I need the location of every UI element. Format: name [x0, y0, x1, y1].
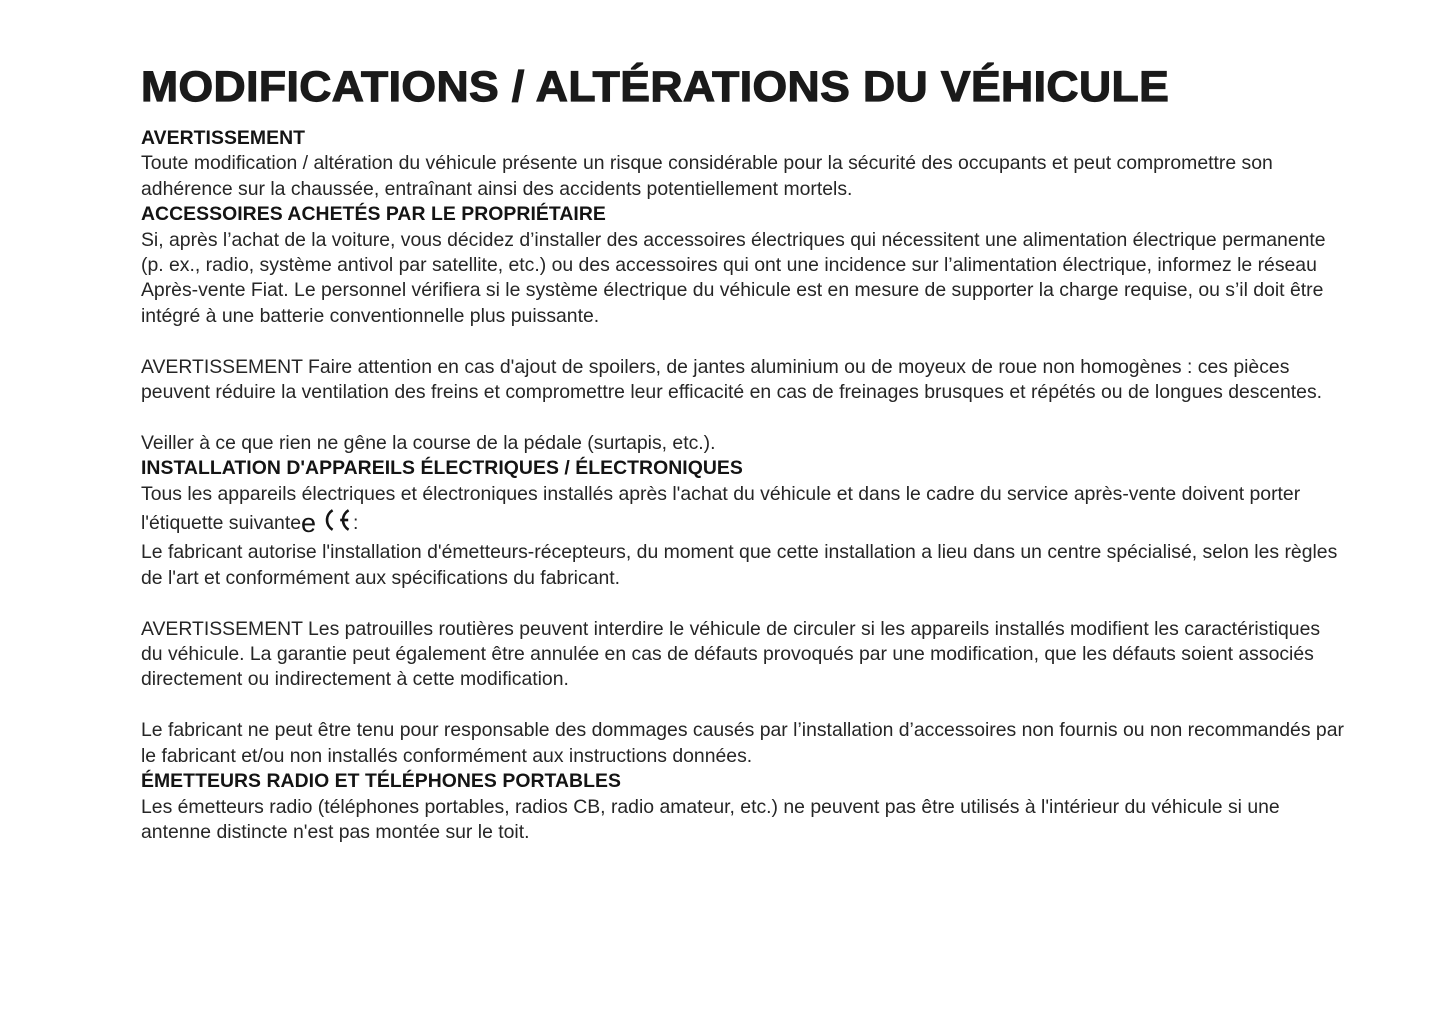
warning-spoilers-body: AVERTISSEMENT Faire attention en cas d'ajout de spoilers, de jantes aluminium ou de moyeux de roue non homogènes : ces pièces peuvent réduire la ventilation des freins et compromettre leur efficacité en cas de freinages brusques et répétés ou de longues descentes.	[141, 355, 1323, 404]
section-liability	[141, 718, 1351, 769]
radio-body: Les émetteurs radio (téléphones portables, radios CB, radio amateur, etc.) ne peuvent pas être utilisés à l'intérieur du véhicule si une antenne distincte n'est pas montée sur le toit.	[141, 795, 1280, 843]
paragraph-spacer	[141, 693, 1351, 718]
section-warning-general	[141, 126, 1351, 202]
warning-patrols-body: AVERTISSEMENT Les patrouilles routières peuvent interdire le véhicule de circuler si les appareils installés modifient les caractéristiques du véhicule. La garantie peut également être annulée en cas de défauts provoqués par une modification, que les défauts soient associés directement ou indirectement à cette modification.	[141, 617, 1321, 691]
electrical-install-body-2: Le fabricant autorise l'installation d'émetteurs-récepteurs, du moment que cette installation a lieu dans un centre spécialisé, selon les règles de l'art et conformément aux spécifications du fabricant.	[141, 541, 1338, 589]
paragraph-spacer	[141, 405, 1351, 430]
section-electrical-installation	[141, 456, 1351, 591]
section-pedal-note	[141, 431, 1351, 456]
warning-body: Toute modification / altération du véhicule présente un risque considérable pour la sécurité des occupants et peut compromettre son adhérence sur la chaussée, entraînant ainsi des accidents potentiellement mortels.	[141, 152, 1273, 200]
warning-heading: AVERTISSEMENT	[141, 127, 306, 149]
pedal-note-body: Veiller à ce que rien ne gêne la course de la pédale (surtapis, etc.).	[141, 431, 716, 454]
electrical-install-heading: INSTALLATION D'APPAREILS ÉLECTRIQUES / ÉLECTRONIQUES	[141, 457, 743, 480]
page-content	[141, 62, 1351, 845]
liability-body: Le fabricant ne peut être tenu pour responsable des dommages causés par l’installation d’accessoires non fournis ou non recommandés par le fabricant et/ou non installés conformément aux instructions données.	[141, 719, 1344, 767]
section-warning-patrols	[141, 617, 1351, 693]
radio-heading: ÉMETTEURS RADIO ET TÉLÉPHONES PORTABLES	[141, 770, 621, 793]
electrical-install-body-1	[141, 482, 1346, 541]
section-radio-transmitters	[141, 769, 1351, 845]
accessories-heading: ACCESSOIRES ACHETÉS PAR LE PROPRIÉTAIRE	[141, 203, 606, 226]
page-title: MODIFICATIONS / ALTÉRATIONS DU VÉHICULE	[141, 63, 1170, 111]
section-owner-accessories	[141, 202, 1351, 329]
accessories-body: Si, après l’achat de la voiture, vous décidez d’installer des accessoires électriques qui nécessitent une alimentation électrique permanente (p. ex., radio, système antivol par satellite, etc.) ou des accessoires qui ont une incidence sur l’alimentation électrique, informez le réseau Après-vente Fiat. Le personnel vérifiera si le système électrique du véhicule est en mesure de supporter la charge requise, ou s’il doit être intégré à une batterie conventionnelle plus puissante.	[141, 228, 1326, 327]
electrical-install-text-before-marks: Tous les appareils électriques et électroniques installés après l'achat du véhicule et dans le cadre du service après-vente doivent porter l'étiquette suivante	[141, 482, 1301, 535]
ce-mark-icon	[318, 507, 352, 540]
e-mark-icon: e	[301, 508, 317, 539]
electrical-install-colon: :	[353, 512, 359, 535]
paragraph-spacer	[141, 329, 1351, 354]
section-warning-spoilers	[141, 355, 1351, 406]
paragraph-spacer	[141, 591, 1351, 616]
